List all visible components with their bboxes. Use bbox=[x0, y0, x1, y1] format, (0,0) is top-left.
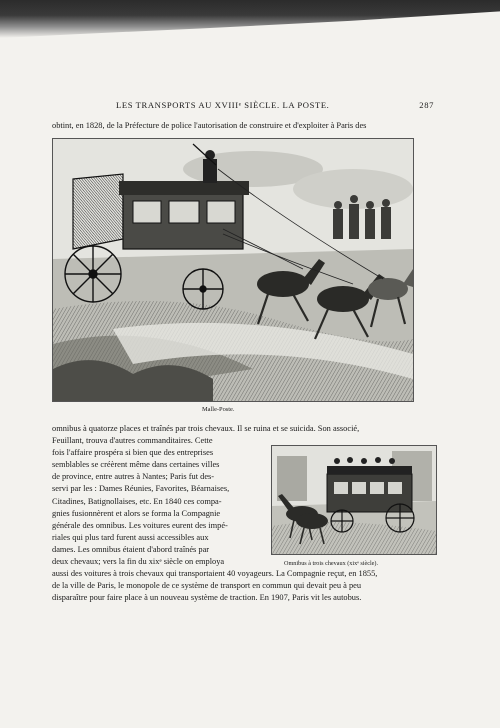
body-line: Feuillant, trouva d'autres commanditaires. Cette bbox=[52, 436, 213, 446]
malle-poste-engraving bbox=[52, 138, 414, 402]
body-line: de la ville de Paris, le monopole de ce système de transport en commun qui devait peu à peu bbox=[52, 581, 362, 591]
body-line: omnibus à quatorze places et traînés par trois chevaux. Il se ruina et se suicida. Son associé, bbox=[52, 424, 360, 433]
body-line: de province, entre autres à Nantes; Paris fut des- bbox=[52, 472, 215, 482]
malle-poste-illustration bbox=[53, 139, 413, 401]
body-line: disparaître pour faire place à un nouveau système de traction. En 1907, Paris vit les autobus. bbox=[52, 593, 362, 603]
body-line: générale des omnibus. Les voitures eurent des impé- bbox=[52, 520, 228, 530]
body-line: fois l'affaire prospéra si bien que des entreprises bbox=[52, 448, 214, 458]
lead-line: obtint, en 1828, de la Préfecture de police l'autorisation de construire et d'exploiter à Paris des bbox=[52, 121, 367, 130]
figure-caption-malle-poste: Malle-Poste. bbox=[202, 406, 235, 413]
body-paragraph bbox=[52, 423, 432, 604]
body-line: gnies fusionnèrent et alors se forma la Compagnie bbox=[52, 508, 221, 518]
scan-dark-edge bbox=[0, 0, 500, 38]
body-line: Citadines, Batignollaises, etc. En 1840 ces compa- bbox=[52, 496, 222, 506]
figure-caption-omnibus: Omnibus à trois chevaux (xixᵉ siècle). bbox=[284, 560, 379, 567]
body-line: riales qui plus tard furent aussi accessibles aux bbox=[52, 532, 209, 542]
body-line: dames. Les omnibus étaient d'abord traînés par bbox=[52, 544, 210, 554]
running-title: LES TRANSPORTS AU XVIIIᵉ SIÈCLE. LA POSTE. bbox=[116, 100, 330, 110]
body-line: servi par les : Dames Réunies, Favorites, Béarnaises, bbox=[52, 484, 230, 494]
body-line: aussi des voitures à trois chevaux qui transportaient 40 voyageurs. La Compagnie reçut, en 1855, bbox=[52, 569, 378, 579]
book-page bbox=[52, 100, 434, 603]
body-line: semblables se créèrent même dans certaines villes bbox=[52, 460, 220, 470]
body-line: deux chevaux; vers la fin du xixᵉ siècle on employa bbox=[52, 557, 225, 567]
page-number: 287 bbox=[419, 100, 434, 110]
running-header bbox=[52, 100, 434, 114]
